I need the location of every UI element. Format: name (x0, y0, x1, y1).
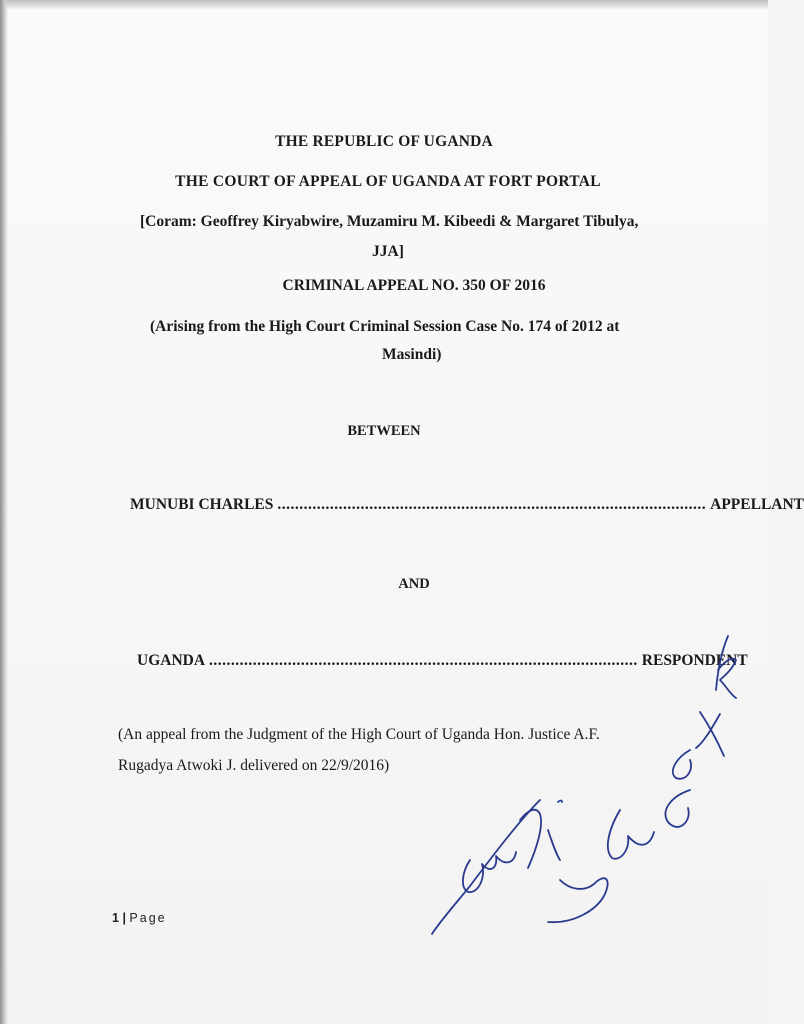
respondent-role: RESPONDENT (641, 652, 748, 669)
appeal-note-line-1: (An appeal from the Judgment of the High Court of Uganda Hon. Justice A.F. (118, 726, 600, 743)
and-label: AND (398, 576, 430, 592)
signature-left-stroke (432, 800, 540, 934)
page-label: Page (129, 911, 167, 925)
page-separator: | (122, 911, 126, 925)
appeal-number: CRIMINAL APPEAL NO. 350 OF 2016 (282, 277, 546, 294)
signature-mark-x (696, 712, 724, 756)
arising-line-2: Masindi) (382, 346, 442, 363)
signature-scribble-right (608, 810, 654, 859)
appellant-dots: .................................................................................................. (277, 496, 707, 513)
heading-court: THE COURT OF APPEAL OF UGANDA AT FORT PORTAL (175, 173, 601, 190)
coram-line-2: JJA] (372, 243, 404, 260)
heading-republic: THE REPUBLIC OF UGANDA (275, 133, 493, 150)
signature-tail-right (548, 878, 608, 922)
appeal-note (118, 719, 698, 781)
signature-curve-right (665, 790, 690, 827)
appeal-note-line-2: Rugadya Atwoki J. delivered on 22/9/2016) (118, 757, 390, 774)
appellant-name: MUNUBI CHARLES (130, 496, 274, 513)
scan-top-edge (0, 0, 768, 10)
scan-left-edge (0, 0, 8, 1024)
coram-line-1: [Coram: Geoffrey Kiryabwire, Muzamiru M. Kibeedi & Margaret Tibulya, (140, 213, 639, 230)
signature-left-hook (520, 810, 541, 868)
signature-left-dot (558, 801, 562, 803)
respondent-dots: .................................................................................................. (209, 652, 638, 669)
signature-left-tick (548, 830, 560, 860)
page-number: 1 (112, 911, 119, 925)
respondent-line (137, 652, 748, 670)
between-label: BETWEEN (347, 423, 421, 439)
signature-left-loops (463, 852, 516, 892)
arising-line-1: (Arising from the High Court Criminal Session Case No. 174 of 2012 at (150, 318, 620, 335)
page-footer (112, 911, 167, 925)
appellant-line (130, 496, 804, 514)
appellant-role: APPELLANT (710, 496, 804, 513)
respondent-name: UGANDA (137, 652, 206, 669)
